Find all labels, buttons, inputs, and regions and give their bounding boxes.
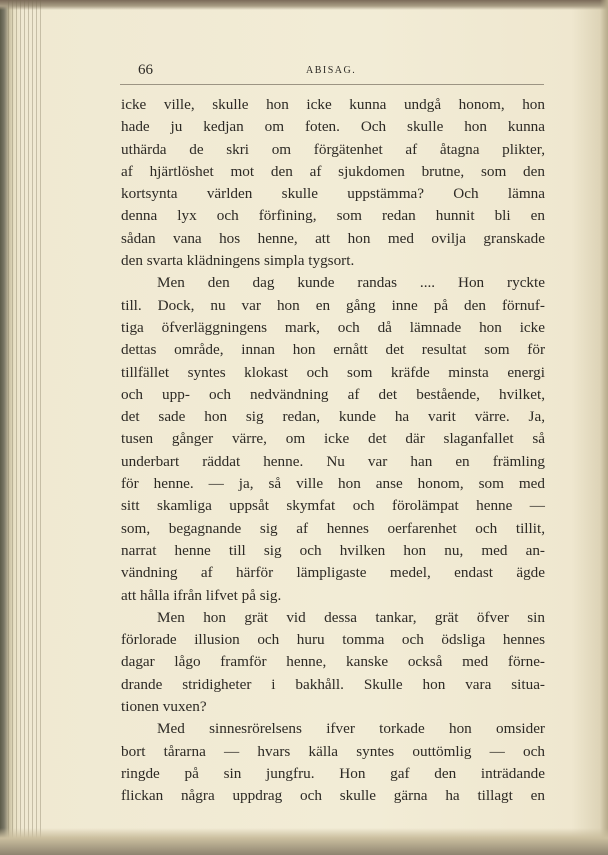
text-line: flickan några uppdrag och skulle gärna ha tillagt en xyxy=(121,787,545,805)
text-line: tusen gånger värre, om icke det där slaganfallet så xyxy=(121,430,545,448)
text-line: hade ju kedjan om foten. Och skulle hon kunna xyxy=(121,118,545,136)
text-line: tiga öfverläggningens mark, och då lämnade hon icke xyxy=(121,318,545,336)
bottom-edge xyxy=(0,828,608,855)
running-head: ABISAG. xyxy=(306,65,357,76)
text-line: drande stridigheter i bakhåll. Skulle hon vara situa- xyxy=(121,675,545,693)
text-line: dagar lågo framför henne, kanske också med förne- xyxy=(121,653,545,671)
text-line: som, begagnande sig af hennes oerfarenhet och tillit, xyxy=(121,519,545,537)
text-line: narrat henne till sig och hvilken hon nu, med an- xyxy=(121,541,545,559)
header-rule xyxy=(120,84,544,85)
text-line: vändning af härför lämpligaste medel, endast ägde xyxy=(121,564,545,582)
text-line: bort tårarna — hvars källa syntes outtömlig — och xyxy=(121,742,545,760)
book-page-edges xyxy=(8,0,42,855)
right-edge xyxy=(600,0,608,855)
text-line: Men hon grät vid dessa tankar, grät öfver sin xyxy=(157,608,545,626)
text-line: till. Dock, nu var hon en gång inne på den förnuf- xyxy=(121,296,545,314)
text-line: tillfället syntes klokast och som kräfde minsta energi xyxy=(121,363,545,381)
text-line: för henne. — ja, så ville hon anse honom, som med xyxy=(121,475,545,493)
top-edge xyxy=(0,0,608,10)
page-number: 66 xyxy=(138,62,153,78)
text-line: dettas område, innan hon ernått det resultat som för xyxy=(121,341,545,359)
text-line: ringde på sin jungfru. Hon gaf den inträdande xyxy=(121,764,545,782)
page-header xyxy=(120,62,544,84)
text-line: uthärda de skri om förgätenhet af åtagna plikter, xyxy=(121,140,545,158)
text-line: underbart räddat henne. Nu var han en främling xyxy=(121,452,545,470)
text-line: icke ville, skulle hon icke kunna undgå honom, hon xyxy=(121,96,545,113)
text-line: kortsynta världen skulle uppstämma? Och lämna xyxy=(121,185,545,203)
text-line: och upp- och nedvändning af det bestående, hvilket, xyxy=(121,385,545,403)
body-text xyxy=(121,94,545,808)
text-line: förlorade illusion och huru tomma och ödsliga hennes xyxy=(121,631,545,649)
text-line: att hålla ifrån lifvet på sig. xyxy=(121,586,282,604)
text-line: denna lyx och förfining, som redan hunnit bli en xyxy=(121,207,545,225)
text-line: den svarta klädningens simpla tygsort. xyxy=(121,252,355,270)
text-line: tionen vuxen? xyxy=(121,698,207,716)
text-line: sådan vana hos henne, att hon med ovilja granskade xyxy=(121,229,545,247)
text-line: Men den dag kunde randas .... Hon ryckte xyxy=(157,274,545,292)
text-line: Med sinnesrörelsens ifver torkade hon omsider xyxy=(157,720,545,738)
text-line: det sade hon sig redan, kunde ha varit värre. Ja, xyxy=(121,408,545,426)
text-line: sitt skamliga uppsåt skymfat och förolämpat henne — xyxy=(121,497,545,515)
text-line: af hjärtlöshet mot den af sjukdomen brutne, som den xyxy=(121,162,545,180)
